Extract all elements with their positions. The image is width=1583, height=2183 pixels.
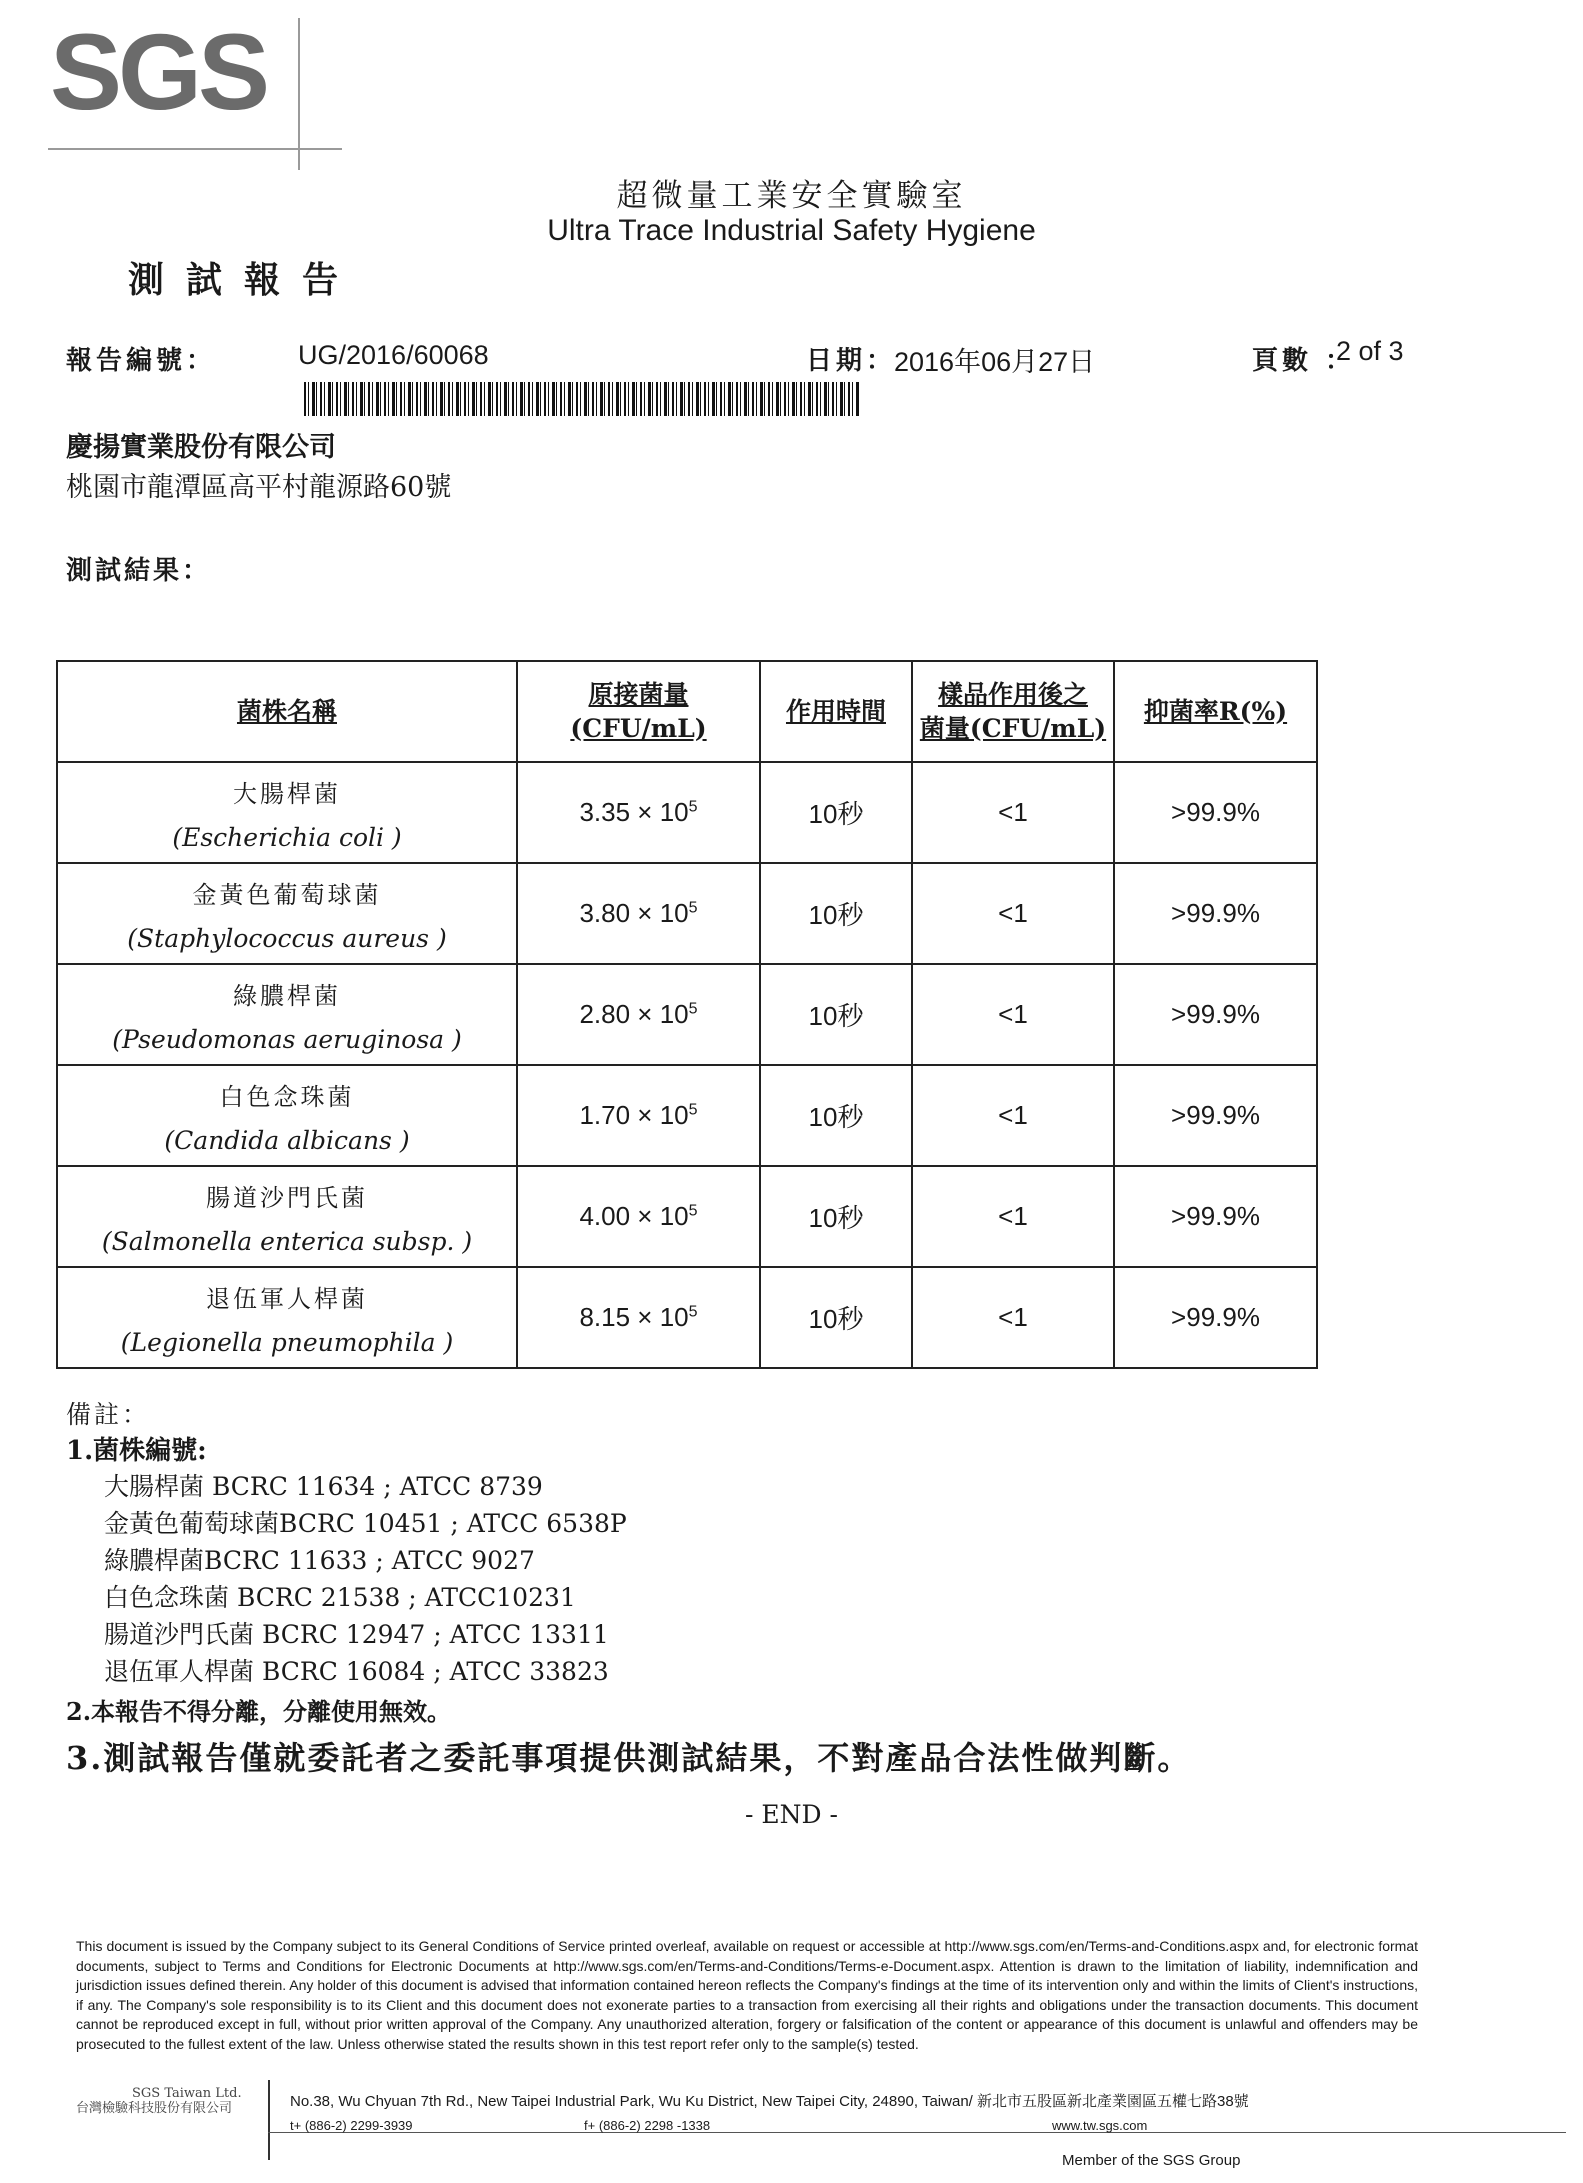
note-scope: 3.測試報告僅就委託者之委託事項提供測試結果，不對產品合法性做判斷。: [66, 1739, 1192, 1777]
initial-count-exponent: 5: [688, 1303, 698, 1321]
sgs-logo: SGS: [50, 11, 267, 132]
initial-count: 1.70 × 10: [579, 1100, 689, 1130]
table-row: [57, 1166, 1317, 1267]
page-number: 2 of 3: [1336, 336, 1404, 366]
contact-time-cell: 10秒: [760, 1267, 912, 1368]
strain-cell: [57, 964, 517, 1065]
strain-id-list: [104, 1468, 627, 1690]
initial-count: 4.00 × 10: [579, 1201, 689, 1231]
strain-cell: [57, 762, 517, 863]
strain-cell: [57, 1065, 517, 1166]
initial-count: 3.35 × 10: [579, 797, 689, 827]
legal-disclaimer: This document is issued by the Company subject to its General Conditions of Service printed overleaf, available on request or accessible at http://www.sgs.com/en/Terms-and-Conditions.aspx and, for electronic format documents, subject to Terms and Conditions for Electronic Documents at http://www.sgs.com/en/Terms-and-Conditions/Terms-e-Document.aspx. Attention is drawn to the limitation of liability, indemnification and jurisdiction issues defined therein. Any holder of this document is advised that information contained hereon reflects the Company's findings at the time of its intervention only and within the limits of Client's instructions, if any. The Company's sole responsibility is to its Client and this document does not exonerate parties to a transaction from exercising all their rights and obligations under the transaction documents. This document cannot be reproduced except in full, without prior written approval of the Company. Any unauthorized alteration, forgery or falsification of the content or appearance of this document is unlawful and offenders may be prosecuted to the fullest extent of the law. Unless otherwise stated the results shown in this test report refer only to the sample(s) tested.: [76, 1938, 1418, 2052]
note-no-separation: 2.本報告不得分離，分離使用無效。: [66, 1697, 452, 1726]
initial-count-exponent: 5: [688, 1000, 698, 1018]
lab-name-en: Ultra Trace Industrial Safety Hygiene: [547, 214, 1036, 247]
contact-time-cell: 10秒: [760, 762, 912, 863]
header-after-count: 樣品作用後之 菌量(CFU/mL): [912, 661, 1114, 762]
results-label: 測試結果：: [66, 556, 212, 586]
reduction-rate-cell: >99.9%: [1114, 863, 1317, 964]
report-number-label: 報告編號：: [66, 346, 217, 376]
date-label: 日期：: [806, 346, 897, 376]
initial-count: 8.15 × 10: [579, 1302, 689, 1332]
strain-name-cn: 大腸桿菌: [233, 779, 341, 808]
initial-count-exponent: 5: [688, 1101, 698, 1119]
initial-count-cell: [517, 1267, 760, 1368]
initial-count-exponent: 5: [688, 1202, 698, 1220]
end-marker: - END -: [745, 1800, 838, 1829]
note-strain-ids-title: 1.菌株編號:: [66, 1436, 207, 1466]
strain-cell: [57, 1267, 517, 1368]
initial-count-cell: [517, 1166, 760, 1267]
table-row: [57, 1267, 1317, 1368]
reduction-rate-cell: >99.9%: [1114, 964, 1317, 1065]
footer-company-cn: 台灣檢驗科技股份有限公司: [76, 2101, 233, 2116]
list-item: 金黃色葡萄球菌BCRC 10451 ; ATCC 6538P: [104, 1509, 627, 1538]
strain-name-cn: 退伍軍人桿菌: [206, 1284, 368, 1313]
list-item: 腸道沙門氏菌 BCRC 12947 ; ATCC 13311: [104, 1620, 609, 1649]
page-label: 頁數 ：: [1252, 346, 1356, 376]
initial-count-cell: [517, 863, 760, 964]
contact-time-cell: 10秒: [760, 1065, 912, 1166]
footer-company: [76, 2086, 242, 2116]
strain-name-cn: 金黃色葡萄球菌: [192, 880, 382, 909]
initial-count-cell: [517, 762, 760, 863]
footer-website: www.tw.sgs.com: [1052, 2118, 1148, 2133]
footer-address: No.38, Wu Chyuan 7th Rd., New Taipei Industrial Park, Wu Ku District, New Taipei City, 24890, Taiwan/ 新北市五股區新北產業園區五權七路38號: [290, 2093, 1249, 2110]
list-item: 綠膿桿菌BCRC 11633 ; ATCC 9027: [104, 1546, 535, 1575]
table-row: [57, 762, 1317, 863]
reduction-rate-cell: >99.9%: [1114, 1065, 1317, 1166]
after-count-cell: <1: [912, 1065, 1114, 1166]
footer-company-en: SGS Taiwan Ltd.: [132, 2086, 242, 2101]
strain-name-latin: (Candida albicans ): [164, 1125, 410, 1155]
table-row: [57, 1065, 1317, 1166]
initial-count-exponent: 5: [688, 798, 698, 816]
after-count-cell: <1: [912, 964, 1114, 1065]
client-company: 慶揚實業股份有限公司: [66, 432, 336, 463]
footer-fax: f+ (886-2) 2298 -1338: [584, 2118, 711, 2133]
strain-name-latin: (Salmonella enterica subsp. ): [101, 1226, 473, 1256]
after-count-cell: <1: [912, 1166, 1114, 1267]
after-count-cell: <1: [912, 863, 1114, 964]
table-header-row: [57, 661, 1317, 762]
client-address: 桃園市龍潭區高平村龍源路60號: [66, 472, 452, 503]
results-table: [56, 660, 1318, 1369]
report-date: 2016年06月27日: [894, 347, 1096, 377]
report-number: UG/2016/60068: [298, 340, 489, 370]
footer-rule: [268, 2132, 1566, 2133]
document-title: 測試報告: [128, 259, 361, 301]
after-count-cell: <1: [912, 762, 1114, 863]
strain-name-latin: (Escherichia coli ): [172, 822, 402, 852]
initial-count-cell: [517, 964, 760, 1065]
list-item: 退伍軍人桿菌 BCRC 16084 ; ATCC 33823: [104, 1657, 609, 1686]
table-row: [57, 863, 1317, 964]
strain-name-cn: 綠膿桿菌: [233, 981, 341, 1010]
contact-time-cell: 10秒: [760, 964, 912, 1065]
logo-vertical-divider: [298, 18, 300, 170]
header-strain: 菌株名稱: [57, 661, 517, 762]
notes-label: 備註：: [66, 1400, 151, 1429]
lab-name-cn: 超微量工業安全實驗室: [616, 178, 967, 214]
reduction-rate-cell: >99.9%: [1114, 1267, 1317, 1368]
strain-name-cn: 白色念珠菌: [219, 1082, 355, 1111]
strain-name-latin: (Staphylococcus aureus ): [127, 923, 447, 953]
list-item: 白色念珠菌 BCRC 21538 ; ATCC10231: [104, 1583, 576, 1612]
footer-member: Member of the SGS Group: [1062, 2152, 1241, 2169]
after-count-cell: <1: [912, 1267, 1114, 1368]
header-contact-time: 作用時間: [760, 661, 912, 762]
header-reduction-rate: 抑菌率R(%): [1114, 661, 1317, 762]
strain-name-latin: (Legionella pneumophila ): [120, 1327, 454, 1357]
initial-count: 3.80 × 10: [579, 898, 689, 928]
contact-time-cell: 10秒: [760, 1166, 912, 1267]
initial-count-exponent: 5: [688, 899, 698, 917]
reduction-rate-cell: >99.9%: [1114, 1166, 1317, 1267]
footer-divider: [268, 2080, 270, 2160]
strain-name-cn: 腸道沙門氏菌: [206, 1183, 368, 1212]
contact-time-cell: 10秒: [760, 863, 912, 964]
strain-name-latin: (Pseudomonas aeruginosa ): [112, 1024, 462, 1054]
initial-count-cell: [517, 1065, 760, 1166]
table-row: [57, 964, 1317, 1065]
footer-phone: t+ (886-2) 2299-3939: [290, 2118, 413, 2133]
initial-count: 2.80 × 10: [579, 999, 689, 1029]
barcode: [304, 382, 860, 416]
list-item: 大腸桿菌 BCRC 11634 ; ATCC 8739: [104, 1472, 543, 1501]
reduction-rate-cell: >99.9%: [1114, 762, 1317, 863]
strain-cell: [57, 863, 517, 964]
header-initial-count: 原接菌量 (CFU/mL): [517, 661, 760, 762]
strain-cell: [57, 1166, 517, 1267]
